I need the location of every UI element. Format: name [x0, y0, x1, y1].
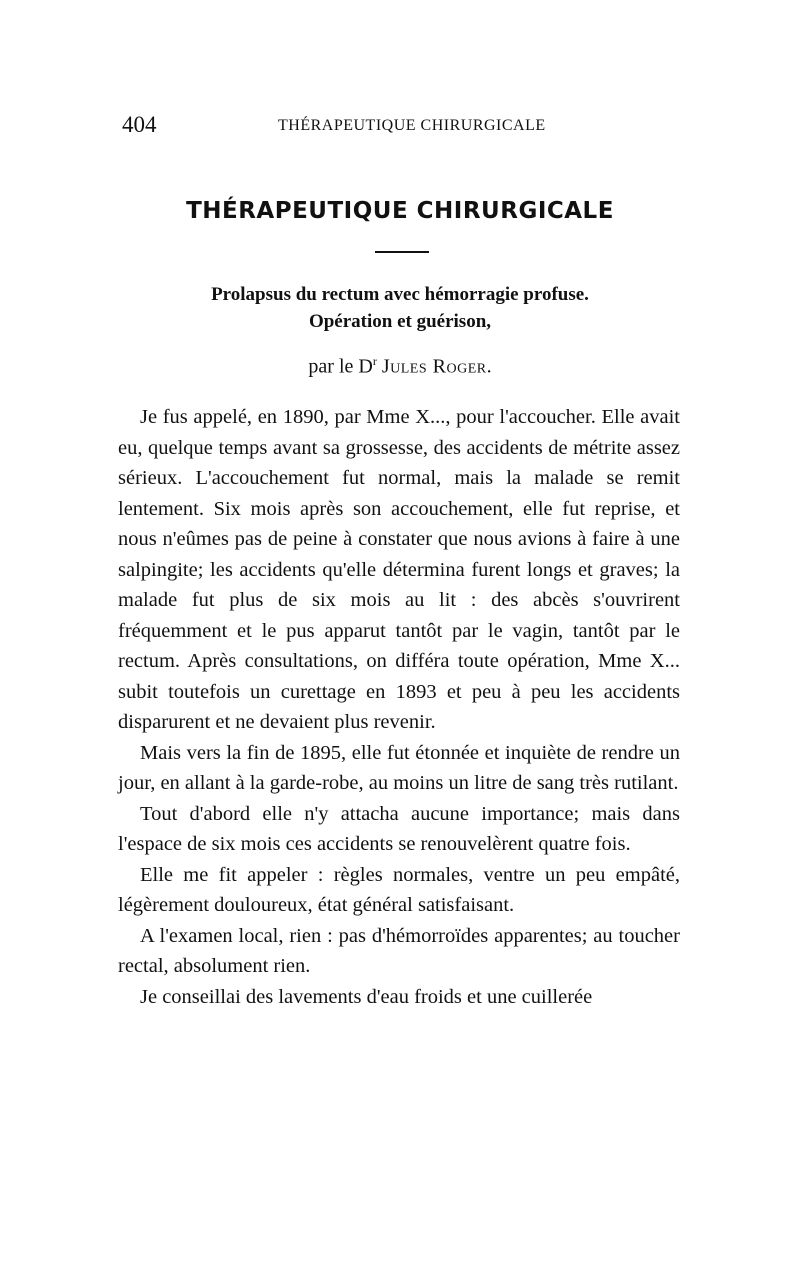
paragraph: A l'examen local, rien : pas d'hémorroïdes apparentes; au toucher rectal, absolument rien. — [118, 924, 680, 977]
byline-superscript: r — [372, 354, 377, 368]
title-rule — [375, 251, 429, 253]
paragraph: Je fus appelé, en 1890, par Mme X..., pour l'accoucher. Elle avait eu, quelque temps avant sa grossesse, des accidents de métrite assez sérieux. L'accouchement fut normal, mais la malade se remit lentement. Six mois après son accouchement, elle fut reprise, et nous n'eûmes pas de peine à constater que nous avions à faire à une salpingite; les accidents qu'elle détermina furent longs et graves; la malade fut plus de six mois au lit : des abcès s'ouvrirent fréquemment et le pus apparut tantôt par le vagin, tantôt par le rectum. Après consultations, on différa toute opération, Mme X... subit toutefois un curettage en 1893 et peu à peu les accidents disparurent et ne devaient plus revenir. — [118, 406, 680, 733]
paragraph: Elle me fit appeler : règles normales, ventre un peu empâté, légèrement douloureux, état général satisfaisant. — [118, 863, 680, 916]
byline — [0, 354, 800, 379]
paragraph: Tout d'abord elle n'y attacha aucune importance; mais dans l'espace de six mois ces accidents se renouvelèrent quatre fois. — [118, 802, 680, 855]
byline-prefix: par le D — [308, 355, 373, 378]
byline-suffix: . — [486, 355, 492, 378]
paragraph: Mais vers la fin de 1895, elle fut étonnée et inquiète de rendre un jour, en allant à la garde-robe, au moins un litre de sang très rutilant. — [118, 741, 680, 794]
subtitle-line-2: Opération et guérison, — [308, 311, 492, 332]
subtitle-line-1: Prolapsus du rectum avec hémorragie profuse. — [211, 284, 589, 305]
section-title: THÉRAPEUTIQUE CHIRURGICALE — [186, 198, 614, 224]
byline-author: Jules Roger — [381, 355, 487, 378]
page-number: 404 — [122, 112, 157, 137]
paragraph: Je conseillai des lavements d'eau froids et une cuillerée — [140, 985, 593, 1008]
body-text — [118, 402, 680, 1012]
running-head: THÉRAPEUTIQUE CHIRURGICALE — [278, 117, 546, 134]
